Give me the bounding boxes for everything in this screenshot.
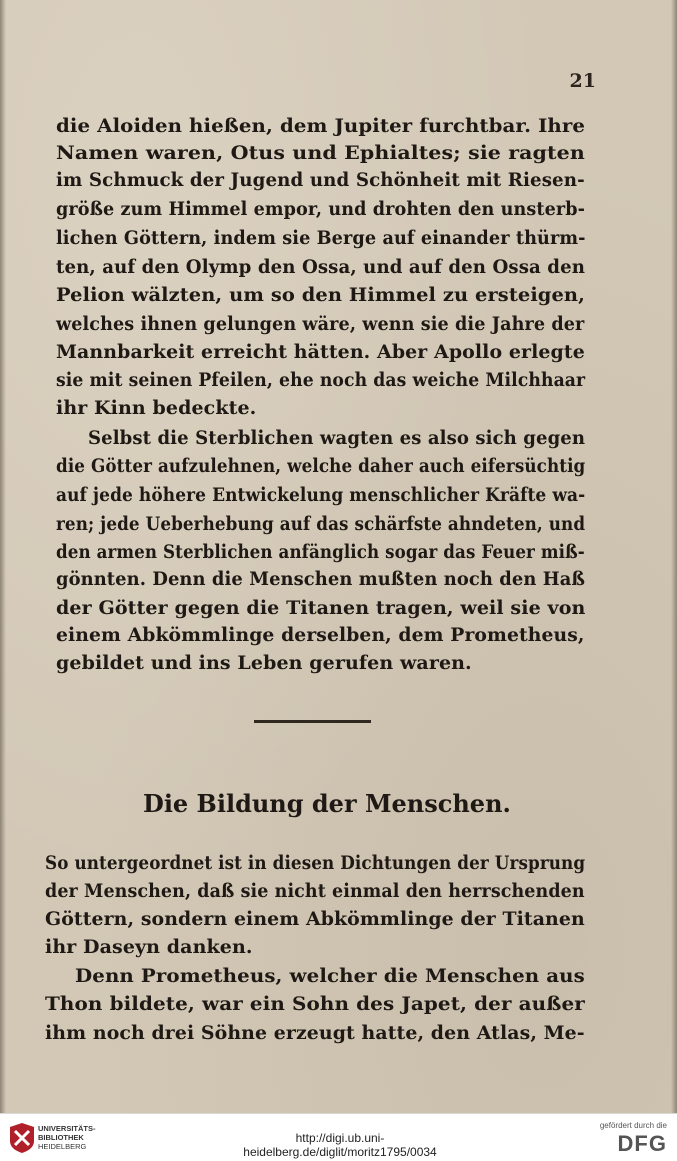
- text-line: sie mit seinen Pfeilen, ehe noch das weiche Milchhaar: [56, 369, 586, 391]
- text-line: ihr Daseyn danken.: [45, 936, 253, 958]
- section-divider: [254, 720, 371, 723]
- text-line: ihr Kinn bedeckte.: [56, 397, 257, 419]
- text-line: im Schmuck der Jugend und Schönheit mit Riesen-: [56, 169, 585, 191]
- text-line: gebildet und ins Leben gerufen waren.: [56, 652, 472, 674]
- text-line: der Menschen, daß sie nicht einmal den herrschenden: [45, 880, 585, 902]
- text-line: der Götter gegen die Titanen tragen, weil sie von: [56, 597, 586, 619]
- library-name: UNIVERSITÄTS- BIBLIOTHEK HEIDELBERG: [38, 1124, 96, 1151]
- text-line: einem Abkömmlinge derselben, dem Prometheus,: [56, 624, 585, 646]
- funding-note: gefördert durch die: [599, 1121, 667, 1130]
- text-line: Pelion wälzten, um so den Himmel zu ersteigen,: [56, 284, 585, 306]
- text-line: Namen waren, Otus und Ephialtes; sie ragten: [56, 142, 585, 164]
- text-line: auf jede höhere Entwickelung menschlicher Kräfte wa-: [56, 484, 586, 506]
- text-line: welches ihnen gelungen wäre, wenn sie die Jahre der: [56, 313, 585, 335]
- text-line: Thon bildete, war ein Sohn des Japet, der außer: [45, 993, 585, 1015]
- text-line: Göttern, sondern einem Abkömmlinge der Titanen: [45, 908, 585, 930]
- text-line: lichen Göttern, indem sie Berge auf einander thürm-: [56, 227, 586, 249]
- text-line: ren; jede Ueberhebung auf das schärfste ahndeten, und: [56, 513, 586, 535]
- text-line: den armen Sterblichen anfänglich sogar das Feuer miß-: [56, 541, 585, 563]
- text-line: Mannbarkeit erreicht hätten. Aber Apollo erlegte: [56, 341, 585, 363]
- text-line: Selbst die Sterblichen wagten es also sich gegen: [88, 427, 586, 449]
- permalink-url[interactable]: http://digi.ub.uni-heidelberg.de/diglit/moritz1795/0034: [243, 1131, 437, 1159]
- page-number: 21: [569, 70, 596, 92]
- text-line: größe zum Himmel empor, und drohten den unsterb-: [56, 198, 586, 220]
- text-line: die Aloiden hießen, dem Jupiter furchtbar. Ihre: [56, 115, 586, 137]
- text-line: So untergeordnet ist in diesen Dichtungen der Ursprung: [45, 852, 586, 874]
- text-line: ihm noch drei Söhne erzeugt hatte, den Atlas, Me-: [45, 1022, 585, 1044]
- viewer-footer: [0, 1113, 677, 1161]
- text-line: ten, auf den Olymp den Ossa, und auf den Ossa den: [56, 256, 586, 278]
- text-line: Denn Prometheus, welcher die Menschen aus: [75, 965, 585, 987]
- heidelberg-library-logo-icon[interactable]: [8, 1121, 36, 1155]
- section-title: Die Bildung der Menschen.: [143, 789, 511, 818]
- text-line: die Götter aufzulehnen, welche daher auch eifersüchtig: [56, 455, 586, 477]
- dfg-logo[interactable]: DFG: [617, 1131, 667, 1156]
- text-line: gönnten. Denn die Menschen mußten noch den Haß: [56, 568, 586, 590]
